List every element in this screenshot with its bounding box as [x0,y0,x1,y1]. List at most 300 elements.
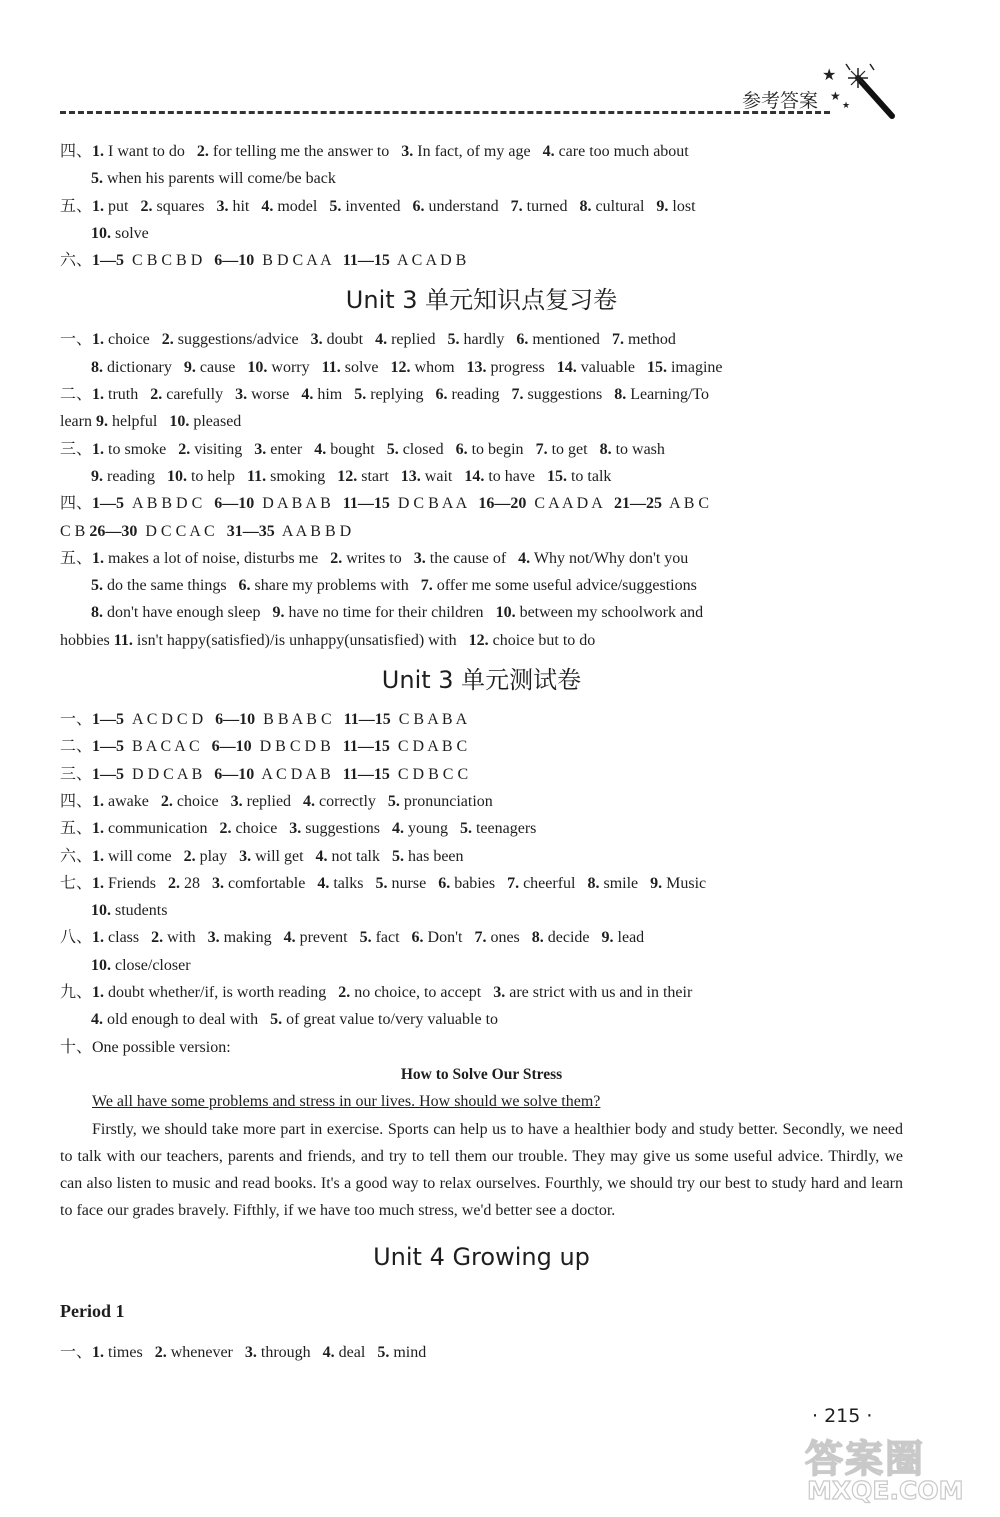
item-answer: D A B A B [254,495,343,513]
item-number: 1. [92,440,105,458]
item-answer: making [219,929,284,947]
item-answer: B D C A A [254,252,343,270]
item-number: 15. [646,358,667,376]
item-answer: mentioned [528,331,612,349]
item-answer: understand [424,197,511,215]
item-answer: offer me some useful advice/suggestions [432,577,697,595]
item-number: 1. [92,792,105,810]
item-number: 2. [151,929,164,947]
item-answer: choice [104,331,162,349]
item-answer: to get [547,440,600,458]
item-number: 2. [161,331,174,349]
item-answer: C B C B D [124,252,215,270]
answer-block-top [60,138,903,274]
item-number: 5. [270,1011,283,1029]
item-number: 15. [546,467,567,485]
item-number: 4. [322,1343,335,1361]
answer-line [60,1339,903,1366]
item-number: 4. [391,820,404,838]
item-number: 1. [92,143,105,160]
line-lead: hobbies [60,631,114,649]
item-answer: C D A B C [389,738,468,756]
item-answer: cultural [591,197,657,215]
line-lead: 七、 [60,874,93,892]
line-lead: 五、 [60,549,93,567]
item-answer: reading [447,386,512,404]
item-number: 2. [178,440,191,458]
item-answer: makes a lot of noise, disturbs me [104,549,331,567]
item-number: 13. [466,358,487,376]
answer-line [60,490,903,517]
item-number: 11—15 [342,495,390,513]
item-number: 13. [400,467,421,485]
item-number: 10. [247,358,268,376]
item-number: 6—10 [211,738,252,756]
item-answer: communication [104,820,220,838]
item-answer: A B C [661,495,710,513]
answer-line [60,436,903,463]
answer-line [60,843,903,870]
answer-line [60,165,903,192]
item-number: 7. [474,929,487,947]
item-answer: enter [266,440,315,458]
answer-line [60,733,903,760]
item-answer: C D B C C [389,765,469,783]
item-answer: through [256,1343,323,1361]
item-answer: put [104,197,141,215]
item-answer: A C A D B [389,252,467,270]
item-number: 5. [359,929,372,947]
item-number: 3. [413,549,426,567]
item-answer: wait [420,467,465,485]
item-number: 26—30 [89,522,138,540]
item-number: 5. [387,792,400,810]
item-answer: invented [341,197,413,215]
item-number: 6. [435,386,448,404]
item-number: 1—5 [92,495,125,513]
period-heading: Period 1 [60,1300,125,1321]
svg-text:★: ★ [842,100,851,110]
item-number: 1. [92,929,105,947]
item-answer: do the same things [103,577,239,595]
item-answer: choice [231,820,290,838]
item-answer: carefully [162,386,236,404]
item-number: 3. [212,874,225,892]
item-number: 5. [447,331,460,349]
item-number: 9. [601,929,614,947]
item-number: 2. [183,847,196,865]
item-answer: for telling me the answer to [208,143,402,160]
line-lead: 三、 [60,440,93,458]
item-answer: truth [104,386,151,404]
item-number: 12. [390,358,411,376]
item-number: 4. [261,197,274,215]
item-answer: B A C A C [124,738,212,756]
item-number: 8. [587,874,600,892]
item-answer: hit [228,197,262,215]
item-answer: isn't happy(satisfied)/is unhappy(unsatisfied) with [132,631,469,649]
item-number: 3. [207,929,220,947]
section-title-unit3-review: Unit 3 单元知识点复习卷 [345,286,618,315]
item-answer: have no time for their children [284,604,496,622]
item-number: 2. [150,386,163,404]
item-number: 8. [599,440,612,458]
item-answer: fact [371,929,412,947]
item-number: 7. [511,386,524,404]
item-answer: class [104,929,152,947]
item-answer: pleased [189,413,242,431]
item-number: 5. [377,1343,390,1361]
item-answer: D C C A C [137,522,227,540]
item-number: 14. [464,467,485,485]
section-title-unit3-test: Unit 3 单元测试卷 [381,666,582,695]
item-answer: writes to [342,549,414,567]
item-number: 6—10 [214,495,255,513]
item-answer: start [357,467,401,485]
item-number: 1—5 [92,765,125,783]
item-number: 6. [411,929,424,947]
sample-essay [60,1061,903,1225]
item-answer: don't have enough sleep [103,604,273,622]
answer-line [60,193,903,220]
answer-block-unit3-test [60,706,903,1061]
item-number: 3. [401,143,414,160]
item-number: 5. [375,874,388,892]
item-answer: I want to do [104,143,197,160]
answer-line [60,326,903,353]
answer-line [60,247,903,274]
item-number: 2. [160,792,173,810]
watermark-logo [805,1428,990,1513]
item-number: 2. [219,820,232,838]
answer-line [60,815,903,842]
item-number: 10. [495,604,516,622]
item-answer: teenagers [471,820,537,838]
item-number: 1. [92,549,105,567]
line-lead: 五、 [60,820,93,838]
item-number: 8. [579,197,592,215]
section-title-unit4: Unit 4 Growing up [373,1242,590,1271]
item-number: 5. [329,197,342,215]
item-number: 8. [91,358,103,376]
item-answer: care too much about [554,143,689,160]
item-answer: awake [104,792,161,810]
item-answer: to help [186,467,247,485]
item-answer: has been [403,847,464,865]
item-answer: decide [543,929,602,947]
item-number: 12. [337,467,358,485]
answer-block-unit4 [60,1339,903,1366]
header-title: 参考答案 [741,90,818,112]
line-lead: 三、 [60,765,93,783]
answer-line [60,518,903,545]
item-answer: valuable [576,358,647,376]
answer-line [60,572,903,599]
item-number: 6—10 [215,711,256,729]
line-lead: 二、 [60,386,93,404]
answer-content [60,138,903,1366]
item-answer: to talk [566,467,612,485]
item-number: 4. [314,440,327,458]
item-number: 11—15 [342,738,390,756]
item-number: 1—5 [92,711,125,729]
item-answer: In fact, of my age [413,143,543,160]
item-answer: smoking [266,467,338,485]
watermark-url-text: MXQE.COM [807,1476,964,1505]
item-number: 3. [216,197,229,215]
item-number: 3. [493,984,506,1002]
item-answer: D B C D B [251,738,343,756]
answer-line [60,897,903,924]
item-number: 5. [91,577,103,595]
svg-text:★: ★ [822,67,837,84]
answer-line [60,979,903,1006]
item-answer: replied [242,792,304,810]
item-answer: progress [486,358,557,376]
line-lead: 二、 [60,738,93,756]
item-number: 8. [614,386,627,404]
item-answer: bought [326,440,387,458]
answer-line [60,599,903,626]
item-answer: to begin [467,440,536,458]
item-number: 1—5 [92,252,125,270]
item-number: 6. [412,197,425,215]
item-answer: the cause of [425,549,519,567]
item-number: 4. [303,792,316,810]
item-number: 2. [154,1343,167,1361]
item-number: 5. [354,386,367,404]
essay-title: How to Solve Our Stress [400,1065,563,1083]
item-answer: worse [247,386,302,404]
item-answer: share my problems with [250,577,421,595]
answer-line [60,870,903,897]
item-number: 2. [196,143,209,160]
item-number: 1. [92,386,105,404]
item-answer: pronunciation [399,792,493,810]
item-answer: when his parents will come/be back [103,170,336,188]
item-number: 1. [92,820,105,838]
item-answer: no choice, to accept [350,984,494,1002]
item-answer: replying [366,386,436,404]
item-number: 4. [317,874,330,892]
item-answer: talks [329,874,376,892]
item-number: 7. [535,440,548,458]
item-answer: lost [668,197,696,215]
item-number: 10. [169,413,190,431]
item-answer: visiting [190,440,255,458]
item-number: 3. [289,820,302,838]
item-answer: young [403,820,460,838]
magic-wand-icon [820,60,900,120]
line-lead: 四、 [60,143,93,160]
item-answer: 28 [180,874,213,892]
item-answer: Why not/Why don't you [530,549,689,567]
answer-line [60,924,903,951]
item-answer: lead [613,929,645,947]
svg-text:★: ★ [830,89,841,103]
item-answer: worry [267,358,322,376]
item-number: 3. [244,1343,257,1361]
item-answer: cause [195,358,248,376]
item-number: 7. [611,331,624,349]
item-answer: doubt [322,331,376,349]
item-answer: solve [111,224,149,242]
item-answer: with [163,929,208,947]
item-answer: whom [410,358,467,376]
item-number: 6—10 [214,252,255,270]
item-number: 11. [246,467,267,485]
item-number: 11—15 [343,711,391,729]
item-answer: model [273,197,330,215]
line-lead: 十、One possible version: [60,1038,231,1056]
item-answer: A A B B D [274,522,352,540]
item-answer: dictionary [103,358,184,376]
item-number: 4. [283,929,296,947]
item-answer: Music [662,874,707,892]
item-answer: hardly [459,331,517,349]
item-answer: solve [340,358,391,376]
item-answer: replied [387,331,448,349]
item-answer: method [623,331,676,349]
item-answer: choice [172,792,231,810]
answer-line [60,354,903,381]
item-number: 11—15 [342,252,390,270]
item-number: 4. [301,386,314,404]
item-number: 8. [91,604,103,622]
line-lead: learn [60,413,96,431]
line-lead: 四、 [60,792,93,810]
item-answer: old enough to deal with [103,1011,271,1029]
item-answer: turned [522,197,580,215]
item-answer: A C D C D [124,711,216,729]
line-lead: 五、 [60,197,93,215]
answer-line [60,788,903,815]
item-answer: reading [103,467,167,485]
item-answer: D D C A B [124,765,215,783]
item-answer: deal [334,1343,378,1361]
answer-line [60,1006,903,1033]
item-number: 9. [183,358,196,376]
item-number: 6. [438,874,451,892]
item-answer: between my schoolwork and [515,604,704,622]
item-answer: play [195,847,240,865]
answer-line [60,952,903,979]
answer-line [60,463,903,490]
item-number: 11—15 [342,765,390,783]
item-number: 14. [556,358,577,376]
line-lead: C B [60,522,90,540]
item-answer: will get [251,847,316,865]
item-number: 1. [92,984,105,1002]
item-answer: to have [484,467,547,485]
item-answer: babies [450,874,508,892]
item-answer: A C D A B [254,765,343,783]
answer-line [60,1034,903,1061]
answer-line [60,220,903,247]
answer-line [60,545,903,572]
item-answer: to smoke [104,440,179,458]
line-lead: 九、 [60,984,93,1002]
item-number: 11. [321,358,341,376]
item-answer: will come [104,847,184,865]
essay-intro: We all have some problems and stress in our lives. How should we solve them? [92,1093,601,1111]
item-number: 10. [166,467,187,485]
answer-line [60,408,903,435]
item-number: 9. [650,874,663,892]
item-number: 7. [420,577,433,595]
item-answer: of great value to/very valuable to [282,1011,499,1029]
item-number: 1. [92,331,105,349]
item-answer: choice but to do [488,631,596,649]
item-number: 9. [95,413,108,431]
item-number: 3. [235,386,248,404]
item-answer: correctly [315,792,388,810]
item-number: 2. [140,197,153,215]
item-answer: prevent [295,929,360,947]
item-number: 6—10 [214,765,255,783]
item-number: 8. [531,929,544,947]
item-answer: ones [486,929,532,947]
item-number: 9. [272,604,285,622]
item-number: 7. [507,874,520,892]
answer-line [60,138,903,165]
item-answer: not talk [327,847,392,865]
item-answer: smile [599,874,651,892]
item-answer: C A A D A [526,495,614,513]
item-number: 1. [92,874,105,892]
item-answer: Learning/To [626,386,710,404]
item-answer: D C B A A [389,495,479,513]
item-number: 16—20 [478,495,527,513]
item-answer: times [104,1343,155,1361]
answer-line [60,381,903,408]
item-number: 5. [386,440,399,458]
essay-body: Firstly, we should take more part in exercise. Sports can help us to have a healthier body and study better. Secondly, we need to talk with our teachers, parents and friends, and try to tell them our trouble. They may give us some useful advice. Thirdly, we can also listen to music and read books. It's a good way to relax ourselves. Fourthly, we should try our best to study hard and learn to face our grades bravely. Fifthly, if we have too much stress, we'd better see a doctor. [60,1120,903,1220]
item-answer: mind [389,1343,427,1361]
line-lead: 六、 [60,847,93,865]
item-answer: suggestions/advice [173,331,311,349]
item-number: 7. [510,197,523,215]
item-number: 1—5 [92,738,125,756]
item-number: 10. [91,956,111,974]
item-number: 21—25 [613,495,662,513]
header-divider [60,111,830,114]
item-number: 11. [113,631,133,649]
item-number: 4. [375,331,388,349]
item-answer: close/closer [111,956,191,974]
item-number: 9. [656,197,669,215]
item-number: 3. [239,847,252,865]
item-number: 6. [238,577,251,595]
line-lead: 一、 [60,331,93,349]
line-lead: 六、 [60,252,93,270]
answer-block-unit3-review [60,326,903,654]
item-answer: students [111,902,168,920]
item-number: 5. [391,847,404,865]
item-answer: helpful [107,413,170,431]
item-number: 6. [516,331,529,349]
item-answer: imagine [666,358,723,376]
item-number: 2. [338,984,351,1002]
watermark-logo-text: 答案圈 [805,1437,926,1481]
item-number: 10. [91,902,111,920]
item-number: 4. [542,143,555,160]
item-number: 6. [455,440,468,458]
item-number: 4. [315,847,328,865]
item-number: 1. [92,1343,105,1361]
item-number: 4. [518,549,531,567]
item-answer: comfortable [224,874,318,892]
